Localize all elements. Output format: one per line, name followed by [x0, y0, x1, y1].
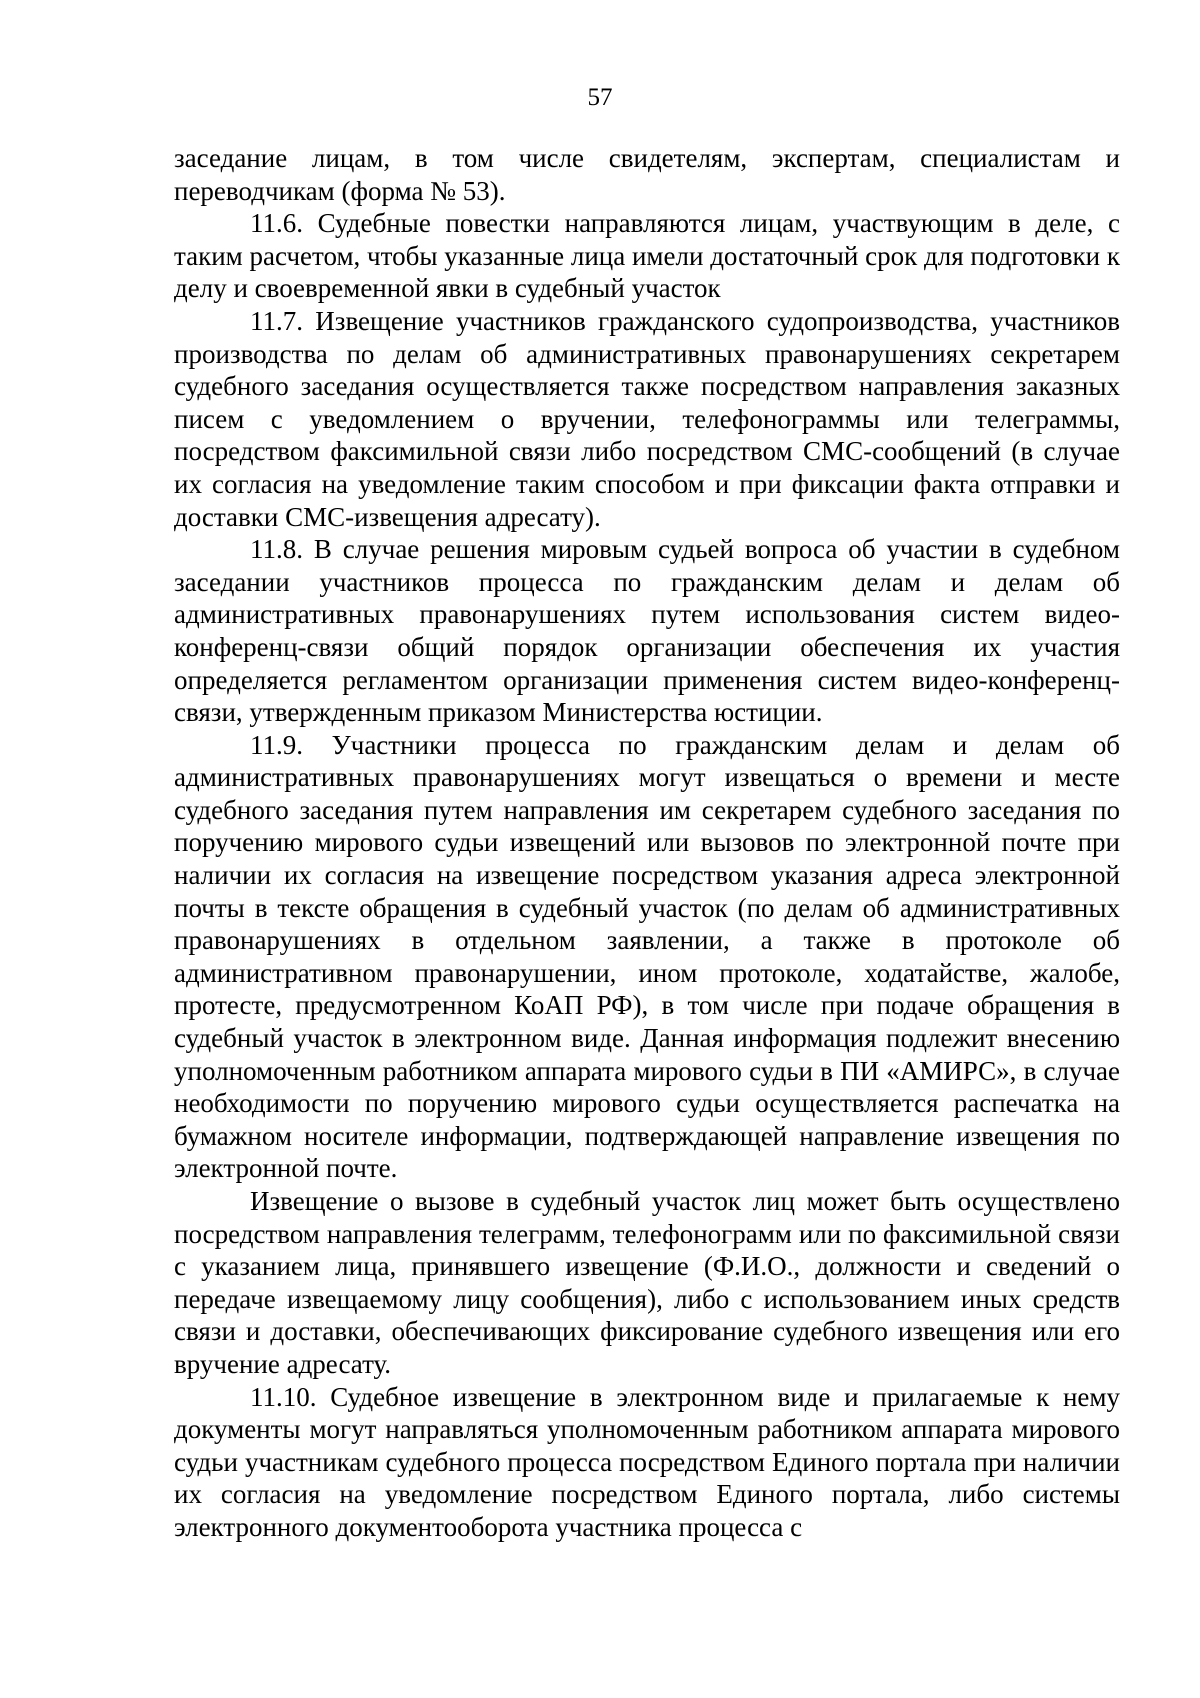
paragraph-11-10: 11.10. Судебное извещение в электронном виде и прилагаемые к нему документы могут направляться уполномоченным работником аппарата мирового судьи участникам судебного процесса посредством Единого портала при наличии их согласия на уведомление посредством Единого портала, либо системы электронного документооборота участника процесса с [174, 1381, 1120, 1542]
document-body [174, 142, 1120, 1544]
paragraph-11-6: 11.6. Судебные повестки направляются лицам, участвующим в деле, с таким расчетом, чтобы указанные лица имели достаточный срок для подготовки к делу и своевременной явки в судебный участок [174, 208, 1120, 304]
paragraph-11-7: 11.7. Извещение участников гражданского судопроизводства, участников производства по делам об административных правонарушениях секретарем судебного заседания осуществляется также посредством направления заказных писем с уведомлением о вручении, телефонограммы или телеграммы, посредством факсимильной связи либо посредством СМС-сообщений (в случае их согласия на уведомление таким способом и при фиксации факта отправки и доставки СМС-извещения адресату). [174, 305, 1120, 532]
paragraph-continuation: заседание лицам, в том числе свидетелям, экспертам, специалистам и переводчикам (форма № 53). [174, 143, 1120, 206]
paragraph-11-8: 11.8. В случае решения мировым судьей вопроса об участии в судебном заседании участников процесса по гражданским делам и делам об административных правонарушениях путем использования систем видео-конференц-связи общий порядок организации обеспечения их участия определяется регламентом организации применения систем видео-конференц-связи, утвержденным приказом Министерства юстиции. [174, 534, 1120, 728]
paragraph-notice-methods: Извещение о вызове в судебный участок лиц может быть осуществлено посредством направления телеграмм, телефонограмм или по факсимильной связи с указанием лица, принявшего извещение (Ф.И.О., должности и сведений о передаче извещаемому лицу сообщения), либо с использованием иных средств связи и доставки, обеспечивающих фиксирование судебного извещения или его вручение адресату. [174, 1186, 1120, 1379]
paragraph-11-9: 11.9. Участники процесса по гражданским делам и делам об административных правонарушениях могут извещаться о времени и месте судебного заседания путем направления им секретарем судебного заседания по поручению мирового судьи извещений или вызовов по электронной почте при наличии их согласия на извещение посредством указания адреса электронной почты в тексте обращения в судебный участок (по делам об административных правонарушениях в отдельном заявлении, а также в протоколе об административном правонарушении, ином протоколе, ходатайстве, жалобе, протесте, предусмотренном КоАП РФ), в том числе при подаче обращения в судебный участок в электронном виде. Данная информация подлежит внесению уполномоченным работником аппарата мирового судьи в ПИ «АМИРС», в случае необходимости по поручению мирового судьи осуществляется распечатка на бумажном носителе информации, подтверждающей направление извещения по электронной почте. [174, 729, 1120, 1184]
page-number: 57 [587, 84, 613, 111]
